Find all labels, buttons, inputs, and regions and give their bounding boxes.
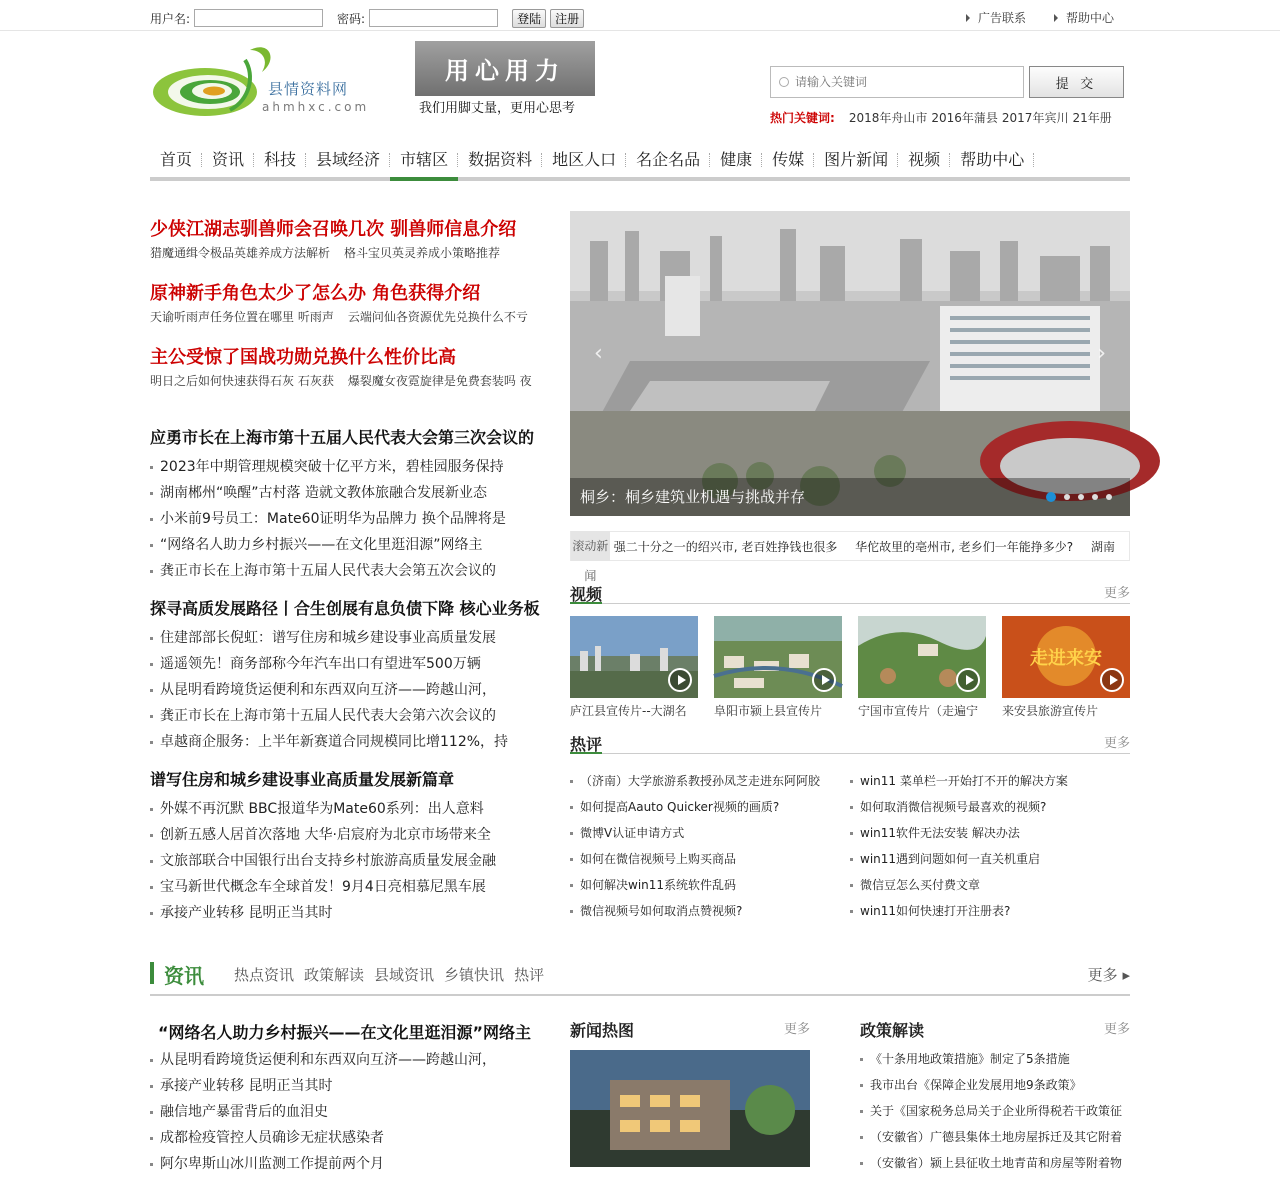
list-item[interactable]: 我市出台《保障企业发展用地9条政策》 xyxy=(860,1072,1130,1098)
scroll-news xyxy=(570,531,1130,583)
slogan-banner: 用心用力 xyxy=(415,41,595,96)
policy-section-header xyxy=(860,1018,1130,1040)
zixun-tab[interactable]: 政策解读 xyxy=(304,966,365,984)
video-item[interactable] xyxy=(1002,616,1130,719)
scroll-news-item[interactable]: 湖南 xyxy=(1090,539,1115,554)
help-center-text[interactable]: 帮助中心 xyxy=(1065,11,1114,25)
hot-keyword-link[interactable]: 2017年宾川 xyxy=(1001,111,1069,125)
zixun-tab[interactable]: 热评 xyxy=(514,966,545,984)
search-box xyxy=(770,66,1024,98)
logo-text: 县情资料网 xyxy=(268,80,349,98)
headline-sub-link[interactable]: 格斗宝贝英灵养成小策略推荐 xyxy=(344,246,501,260)
username-input[interactable] xyxy=(194,9,323,27)
nav-item-label[interactable]: 数据资料 xyxy=(468,150,533,169)
list-item[interactable]: 文旅部联合中国银行出台支持乡村旅游高质量发展金融 xyxy=(150,848,550,874)
slider-dots xyxy=(1038,494,1112,502)
list-item[interactable]: 承接产业转移 昆明正当其时 xyxy=(150,900,550,926)
zixun-title[interactable]: 资讯 xyxy=(164,964,204,988)
list-item[interactable]: 龚正市长在上海市第十五届人民代表大会第五次会议的 xyxy=(150,558,550,584)
policy-list xyxy=(860,1046,1130,1176)
nav-divider xyxy=(1033,153,1034,167)
scroll-news-tag: 滚动新闻 xyxy=(571,531,610,561)
nav-item[interactable] xyxy=(626,143,710,177)
hotpic-image[interactable] xyxy=(570,1050,810,1167)
login-button[interactable]: 登陆 xyxy=(512,9,546,28)
zixun-more-link[interactable] xyxy=(1088,964,1130,985)
main-nav xyxy=(150,143,1130,181)
slider-dot[interactable] xyxy=(1092,494,1098,500)
headline-item xyxy=(150,279,550,325)
list-item[interactable]: 遥遥领先！商务部称今年汽车出口有望进军500万辆 xyxy=(150,651,550,677)
nav-item[interactable] xyxy=(390,143,458,181)
list-item[interactable]: 微信豆怎么买付费文章 xyxy=(850,872,1130,898)
help-center-link[interactable] xyxy=(1054,9,1114,26)
video-item[interactable] xyxy=(858,616,986,719)
scroll-news-item[interactable]: 强二十分之一的绍兴市, 老百姓挣钱也很多 xyxy=(613,539,838,554)
search-submit-button[interactable]: 提 交 xyxy=(1029,66,1124,98)
hot-keyword-link[interactable]: 21年册 xyxy=(1072,111,1112,125)
list-item[interactable]: （济南）大学旅游系教授孙凤芝走进东阿阿胶 xyxy=(570,768,850,794)
news-block-title[interactable]: 谱写住房和城乡建设事业高质量发展新篇章 xyxy=(150,770,455,789)
video-section-title[interactable]: 视频 xyxy=(570,582,602,604)
list-item[interactable]: 《十条用地政策措施》制定了5条措施 xyxy=(860,1046,1130,1072)
nav-item[interactable] xyxy=(542,143,626,177)
nav-item-label[interactable]: 县域经济 xyxy=(316,150,381,169)
news-block-title[interactable]: 应勇市长在上海市第十五届人民代表大会第三次会议的 xyxy=(150,428,535,447)
scroll-news-item[interactable]: 华佗故里的亳州市, 老乡们一年能挣多少? xyxy=(855,539,1074,554)
list-item[interactable]: 从昆明看跨境货运便利和东西双向互济——跨越山河， xyxy=(150,1047,550,1073)
list-item[interactable]: win11 菜单栏一开始打不开的解决方案 xyxy=(850,768,1130,794)
list-item[interactable]: 卓越商企服务：上半年新赛道合同规模同比增112%，持 xyxy=(150,729,550,755)
headline-list xyxy=(150,215,550,407)
hot-keyword-link[interactable]: 2016年蒲县 xyxy=(931,111,998,125)
nav-item-label[interactable]: 传媒 xyxy=(772,150,805,169)
nav-item-label[interactable]: 地区人口 xyxy=(552,150,617,169)
policy-section-title[interactable]: 政策解读 xyxy=(860,1021,925,1040)
nav-item[interactable] xyxy=(202,143,254,177)
video-item[interactable] xyxy=(714,616,842,719)
list-item[interactable]: 如何取消微信视频号最喜欢的视频? xyxy=(850,794,1130,820)
play-icon[interactable] xyxy=(1100,668,1124,692)
nav-item[interactable] xyxy=(950,143,1034,177)
news-block xyxy=(150,596,550,755)
list-item[interactable]: 承接产业转移 昆明正当其时 xyxy=(150,1073,550,1099)
hot-keywords xyxy=(770,109,1116,126)
play-icon[interactable] xyxy=(668,668,692,692)
nav-item-label[interactable]: 市辖区 xyxy=(400,150,449,169)
video-title[interactable]: 宁国市宣传片（走遍宁 xyxy=(858,704,979,718)
list-item[interactable]: 小米前9号员工：Mate60证明华为品牌力 换个品牌将是 xyxy=(150,506,550,532)
list-item[interactable]: 微博V认证申请方式 xyxy=(570,820,850,846)
nav-item[interactable] xyxy=(898,143,950,177)
video-title[interactable]: 阜阳市颍上县宣传片 xyxy=(714,704,823,718)
zixun-section-header xyxy=(150,960,1130,996)
nav-item[interactable] xyxy=(150,143,202,177)
headline-title[interactable]: 少侠江湖志驯兽师会召唤几次 驯兽师信息介绍 xyxy=(150,219,517,240)
zixun-tab[interactable]: 热点资讯 xyxy=(234,966,295,984)
video-list xyxy=(570,616,1130,719)
top-bar xyxy=(0,0,1280,31)
zixun-tab[interactable]: 县域资讯 xyxy=(374,966,435,984)
hot-keywords-label: 热门关键词: xyxy=(770,111,835,125)
slider-dot[interactable] xyxy=(1064,494,1070,500)
register-button[interactable]: 注册 xyxy=(550,9,584,28)
nav-item-label[interactable]: 帮助中心 xyxy=(960,150,1025,169)
headline-item xyxy=(150,215,550,261)
video-thumbnail[interactable] xyxy=(858,616,986,698)
headline-title[interactable]: 原神新手角色太少了怎么办 角色获得介绍 xyxy=(150,283,481,304)
slider-next-icon[interactable]: › xyxy=(1097,341,1106,366)
list-item[interactable]: （安徽省）广德县集体土地房屋拆迁及其它附着 xyxy=(860,1124,1130,1150)
list-item[interactable]: 2023年中期管理规模突破十亿平方米，碧桂园服务保持 xyxy=(150,454,550,480)
nav-item[interactable] xyxy=(710,143,762,177)
nav-item-label[interactable]: 首页 xyxy=(160,150,193,169)
section-bar xyxy=(150,962,154,984)
headline-item xyxy=(150,343,550,389)
nav-item[interactable] xyxy=(254,143,306,177)
nav-item-label[interactable]: 健康 xyxy=(720,150,753,169)
slider-dot[interactable] xyxy=(1078,494,1084,500)
video-thumbnail[interactable] xyxy=(1002,616,1130,698)
list-item[interactable]: （安徽省）颍上县征收土地青苗和房屋等附着物 xyxy=(860,1150,1130,1176)
list-item[interactable]: 龚正市长在上海市第十五届人民代表大会第六次会议的 xyxy=(150,703,550,729)
hotpic-section-title[interactable]: 新闻热图 xyxy=(570,1021,635,1040)
triangle-right-icon xyxy=(966,14,970,22)
list-item[interactable]: 从昆明看跨境货运便利和东西双向互济——跨越山河， xyxy=(150,677,550,703)
video-title[interactable]: 庐江县宣传片--大湖名 xyxy=(570,704,687,718)
video-section-header xyxy=(570,582,1130,604)
hotpic-more-link[interactable]: 更多 xyxy=(783,1022,810,1037)
search-input[interactable] xyxy=(795,75,1015,89)
login-form xyxy=(150,8,588,28)
top-links xyxy=(938,9,1114,26)
slider-prev-icon[interactable]: ‹ xyxy=(594,341,603,366)
list-item[interactable]: win11如何快速打开注册表? xyxy=(850,898,1130,924)
headline-sub-link[interactable]: 云端问仙各资源优先兑换什么不亏 xyxy=(347,310,528,324)
nav-item-label[interactable]: 名企名品 xyxy=(636,150,701,169)
slider-dot[interactable] xyxy=(1046,492,1056,502)
review-section-title[interactable]: 热评 xyxy=(570,732,602,754)
headline-sub-link[interactable]: 爆裂魔女夜霓旋律是免费套装吗 夜 xyxy=(347,374,532,388)
bottom-news-title[interactable]: “网络名人助力乡村振兴——在文化里逛泪源”网络主 xyxy=(158,1023,532,1042)
nav-item-label[interactable]: 图片新闻 xyxy=(824,150,889,169)
list-item[interactable]: 如何在微信视频号上购买商品 xyxy=(570,846,850,872)
list-item[interactable]: 如何解决win11系统软件乱码 xyxy=(570,872,850,898)
slider-dot[interactable] xyxy=(1106,494,1112,500)
hero-caption[interactable]: 桐乡：桐乡建筑业机遇与挑战并存 xyxy=(570,478,1130,516)
review-list xyxy=(570,768,1130,924)
list-item[interactable]: “网络名人助力乡村振兴——在文化里逛泪源”网络主 xyxy=(150,532,550,558)
nav-item-label[interactable]: 视频 xyxy=(908,150,941,169)
nav-item[interactable] xyxy=(306,143,390,177)
nav-item[interactable] xyxy=(458,143,542,177)
review-more-link[interactable]: 更多 xyxy=(1103,736,1130,751)
news-block xyxy=(150,767,550,926)
triangle-right-icon xyxy=(1054,14,1058,22)
headline-sub-link[interactable]: 猎魔通缉令极品英雄养成方法解析 xyxy=(150,246,331,260)
password-label: 密码: xyxy=(337,11,366,26)
list-item[interactable]: win11遇到问题如何一直关机重启 xyxy=(850,846,1130,872)
policy-more-link[interactable]: 更多 xyxy=(1103,1022,1130,1037)
hero-slider[interactable] xyxy=(570,211,1130,516)
review-section-header xyxy=(570,732,1130,754)
nav-item[interactable] xyxy=(814,143,898,177)
list-item[interactable]: 宝马新世代概念车全球首发！9月4日亮相慕尼黑车展 xyxy=(150,874,550,900)
hotpic-section-header xyxy=(570,1018,810,1040)
hero-city-image xyxy=(570,211,1130,516)
list-item[interactable]: 微信视频号如何取消点赞视频? xyxy=(570,898,850,924)
play-icon[interactable] xyxy=(956,668,980,692)
ad-contact-text[interactable]: 广告联系 xyxy=(977,11,1026,25)
list-item[interactable]: 湖南郴州“唤醒”古村落 造就文教体旅融合发展新业态 xyxy=(150,480,550,506)
thumbnail-text: 走进来安 xyxy=(1030,648,1102,669)
zixun-tab[interactable]: 乡镇快讯 xyxy=(444,966,505,984)
list-item[interactable]: 外媒不再沉默 BBC报道华为Mate60系列：出人意料 xyxy=(150,796,550,822)
chevron-right-icon: ▸ xyxy=(1122,966,1130,984)
play-icon[interactable] xyxy=(812,668,836,692)
nav-item[interactable] xyxy=(762,143,814,177)
headline-sub-link[interactable]: 天谕听雨声任务位置在哪里 听雨声 xyxy=(150,310,334,324)
nav-item-label[interactable]: 科技 xyxy=(264,150,297,169)
search-icon xyxy=(779,77,789,87)
ad-contact-link[interactable] xyxy=(966,9,1026,26)
list-item[interactable]: 成都检疫管控人员确诊无症状感染者 xyxy=(150,1125,550,1151)
nav-item-label[interactable]: 资讯 xyxy=(212,150,245,169)
hot-keyword-link[interactable]: 2018年舟山市 xyxy=(848,111,928,125)
list-item[interactable]: 阿尔卑斯山冰川监测工作提前两个月 xyxy=(150,1151,550,1177)
video-thumbnail[interactable] xyxy=(714,616,842,698)
password-input[interactable] xyxy=(369,9,498,27)
news-block-title[interactable]: 探寻高质发展路径丨合生创展有息负债下降 核心业务板 xyxy=(150,599,540,618)
slogan-text: 我们用脚丈量，更用心思考 xyxy=(419,101,576,116)
list-item[interactable]: win11软件无法安装 解决办法 xyxy=(850,820,1130,846)
video-more-link[interactable]: 更多 xyxy=(1103,586,1130,601)
list-item[interactable]: 融信地产暴雷背后的血泪史 xyxy=(150,1099,550,1125)
video-thumbnail[interactable] xyxy=(570,616,698,698)
video-item[interactable] xyxy=(570,616,698,719)
news-block xyxy=(150,425,550,584)
username-label: 用户名: xyxy=(150,11,191,26)
list-item[interactable]: 如何提高Aauto Quicker视频的画质? xyxy=(570,794,850,820)
logo-domain: ahmhxc.com xyxy=(262,100,370,114)
video-title[interactable]: 来安县旅游宣传片 xyxy=(1002,704,1099,718)
list-item[interactable]: 住建部部长倪虹：谱写住房和城乡建设事业高质量发展 xyxy=(150,625,550,651)
list-item[interactable]: 创新五感人居首次落地 大华·启宸府为北京市场带来全 xyxy=(150,822,550,848)
list-item[interactable]: 关于《国家税务总局关于企业所得税若干政策征 xyxy=(860,1098,1130,1124)
bottom-news-block xyxy=(150,1020,550,1177)
headline-title[interactable]: 主公受惊了国战功勋兑换什么性价比高 xyxy=(150,347,456,368)
zixun-more-text[interactable]: 更多 xyxy=(1087,966,1118,984)
headline-sub-link[interactable]: 明日之后如何快速获得石灰 石灰获 xyxy=(150,374,334,388)
